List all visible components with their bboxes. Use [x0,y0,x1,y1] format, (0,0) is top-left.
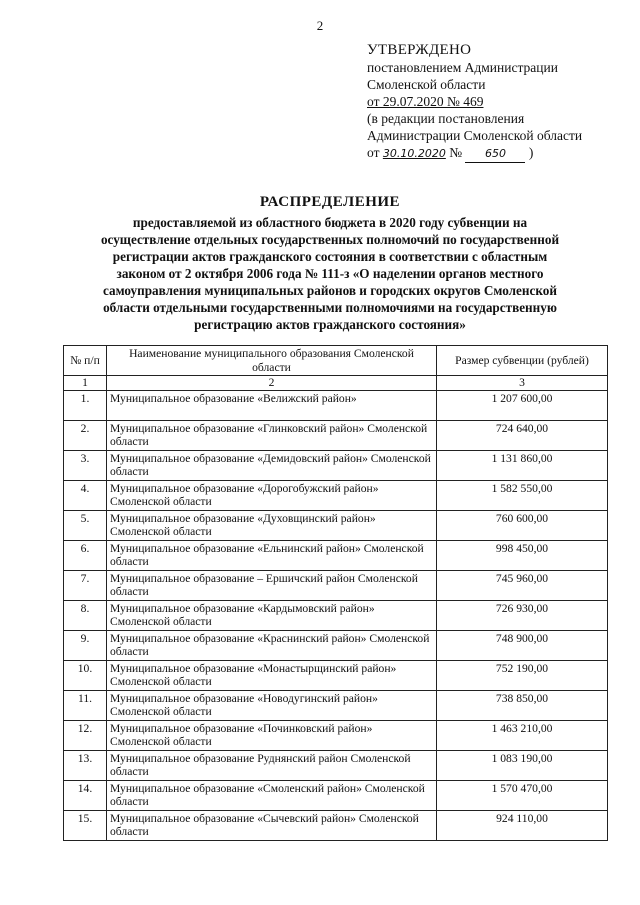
table-row [64,810,608,840]
row-number: 8. [64,600,107,630]
header-amount: Размер субвенции (рублей) [437,346,608,376]
title-heading: РАСПРЕДЕЛЕНИЕ [259,194,401,210]
row-amount: 998 450,00 [437,540,608,570]
table-row [64,660,608,690]
row-number: 6. [64,540,107,570]
approval-line: постановлением Администрации [367,60,558,75]
row-number: 13. [64,750,107,780]
row-amount: 1 207 600,00 [437,390,608,420]
approval-stamp [367,42,582,163]
row-amount: 924 110,00 [437,810,608,840]
amendment-line: (в редакции постановления [367,111,525,126]
row-number: 14. [64,780,107,810]
table-row [64,420,608,450]
row-municipality: Муниципальное образование «Ельнинский район» Смоленской области [107,540,437,570]
row-municipality: Муниципальное образование «Смоленский район» Смоленской области [107,780,437,810]
document-title [70,194,590,333]
row-amount: 748 900,00 [437,630,608,660]
title-subtitle [70,214,590,333]
row-municipality: Муниципальное образование «Духовщинский район» Смоленской области [107,510,437,540]
row-number: 11. [64,690,107,720]
header-number: № п/п [64,346,107,376]
row-municipality: Муниципальное образование «Сычевский район» Смоленской области [107,810,437,840]
row-municipality: Муниципальное образование «Новодугинский район» Смоленской области [107,690,437,720]
table-row [64,480,608,510]
table-row [64,450,608,480]
amendment-no-label: № [449,145,463,160]
distribution-table [63,345,608,841]
title-line: осуществление отдельных государственных полномочий по государственной [100,232,560,247]
row-number: 15. [64,810,107,840]
column-number: 1 [64,376,107,391]
row-municipality: Муниципальное образование «Демидовский район» Смоленской области [107,450,437,480]
row-municipality: Муниципальное образование «Глинковский район» Смоленской области [107,420,437,450]
table-row [64,570,608,600]
row-municipality: Муниципальное образование «Монастырщинский район» Смоленской области [107,660,437,690]
row-amount: 760 600,00 [437,510,608,540]
row-municipality: Муниципальное образование «Дорогобужский район» Смоленской области [107,480,437,510]
title-line: самоуправления муниципальных районов и городских округов Смоленской [103,283,557,298]
title-line: области отдельными государственными полномочиями на государственную [103,300,557,315]
row-amount: 726 930,00 [437,600,608,630]
row-amount: 752 190,00 [437,660,608,690]
approval-date: от 29.07.2020 № 469 [367,94,484,109]
table-row [64,600,608,630]
row-amount: 1 083 190,00 [437,750,608,780]
amendment-number: 650 [465,145,525,163]
row-number: 12. [64,720,107,750]
row-municipality: Муниципальное образование – Ершичский район Смоленской области [107,570,437,600]
row-amount: 1 463 210,00 [437,720,608,750]
page-number: 2 [316,18,324,33]
header-municipality: Наименование муниципального образования Смоленской области [107,346,437,376]
amendment-close: ) [528,145,534,160]
approval-line: Смоленской области [367,77,486,92]
row-number: 1. [64,390,107,420]
row-number: 10. [64,660,107,690]
column-numbers-row [64,376,608,391]
title-line: предоставляемой из областного бюджета в 2020 году субвенции на [132,215,528,230]
table-row [64,690,608,720]
column-number: 2 [107,376,437,391]
row-amount: 745 960,00 [437,570,608,600]
row-number: 5. [64,510,107,540]
table-row [64,630,608,660]
row-number: 2. [64,420,107,450]
table-row [64,390,608,420]
amendment-line: Администрации Смоленской области [367,128,583,143]
amendment-date: 30.10.2020 [382,147,446,160]
table-row [64,780,608,810]
approval-heading: УТВЕРЖДЕНО [367,42,472,58]
row-amount: 738 850,00 [437,690,608,720]
amendment-date-line [367,144,582,163]
table-row [64,540,608,570]
title-line: законом от 2 октября 2006 года № 111-з «О наделении органов местного [116,266,544,281]
row-amount: 724 640,00 [437,420,608,450]
column-number: 3 [437,376,608,391]
row-amount: 1 570 470,00 [437,780,608,810]
table-row [64,750,608,780]
row-number: 7. [64,570,107,600]
table-header-row [64,346,608,376]
row-municipality: Муниципальное образование «Кардымовский район» Смоленской области [107,600,437,630]
amendment-prefix: от [367,145,380,160]
row-amount: 1 582 550,00 [437,480,608,510]
row-number: 3. [64,450,107,480]
row-municipality: Муниципальное образование «Велижский район» [107,390,437,420]
table-row [64,510,608,540]
title-line: регистрации актов гражданского состояния в соответствии с областным [112,249,548,264]
row-amount: 1 131 860,00 [437,450,608,480]
row-number: 9. [64,630,107,660]
row-municipality: Муниципальное образование Руднянский район Смоленской области [107,750,437,780]
title-line: регистрацию актов гражданского состояния» [194,317,466,332]
row-municipality: Муниципальное образование «Краснинский район» Смоленской области [107,630,437,660]
row-number: 4. [64,480,107,510]
table-row [64,720,608,750]
row-municipality: Муниципальное образование «Починковский район» Смоленской области [107,720,437,750]
